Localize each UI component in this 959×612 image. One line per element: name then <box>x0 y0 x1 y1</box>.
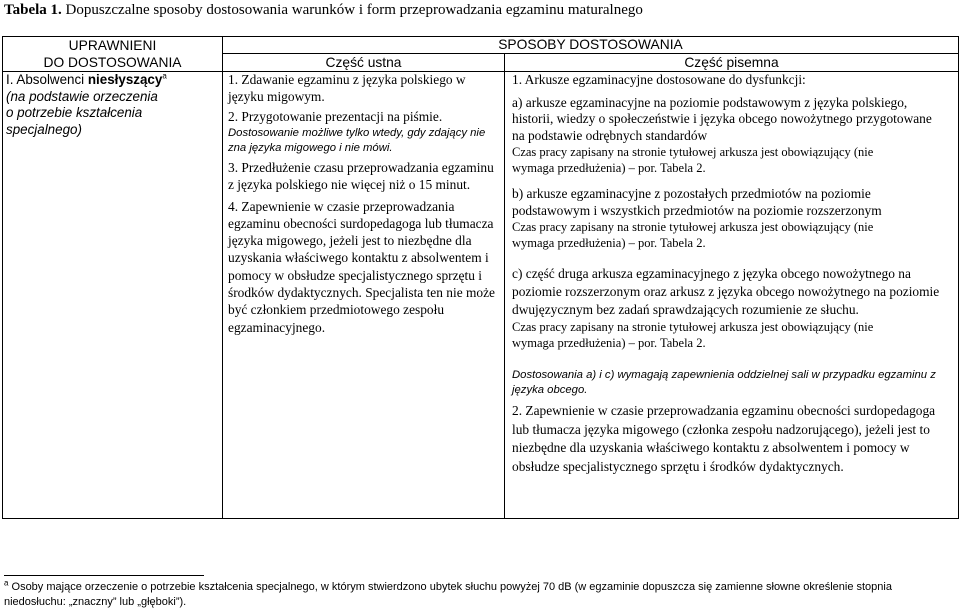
footnote-mark: a <box>4 578 9 588</box>
table-border-bottom <box>2 518 959 519</box>
header-entitled <box>3 37 222 71</box>
header-entitled-line1: UPRAWNIENI <box>68 38 157 53</box>
entitled-basis-line3: specjalnego) <box>6 121 82 137</box>
oral-cell <box>228 72 500 336</box>
written-item-1c: c) część druga arkusza egzaminacyjnego z języka obcego nowożytnego na poziomie rozszerzonym oraz arkusz z języka obcego nowożytnego na poziomie dwujęzycznym bez zadań sprawdzających rozumienie ze słuchu. <box>512 266 940 317</box>
oral-item-1: 1. Zdawanie egzaminu z języka polskiego w języku migowym. <box>228 72 466 104</box>
header-entitled-line2: DO DOSTOSOWANIA <box>43 55 182 70</box>
oral-item-4: 4. Zapewnienie w czasie przeprowadzania egzaminu obecności surdopedagoga lub tłumacza języka migowego, jeżeli jest to niezbędne dla uzyskania właściwego kontaktu z absolwentem i pomocy w obsłudze specjalistycznego sprzętu i środków dydaktycznych. Specjalista ten nie może być członkiem przedmiotowego zespołu egzaminacyjnego. <box>228 198 495 335</box>
written-cell <box>512 72 956 476</box>
oral-item-2-note: Dostosowanie możliwe tylko wtedy, gdy zdający nie zna języka migowego i nie mówi. <box>228 126 486 154</box>
footnote-ref: a <box>162 71 167 81</box>
column-divider-2 <box>504 53 505 519</box>
entitled-group-label: I. Absolwenci niesłyszący$^a$ <box>6 71 167 87</box>
footnote <box>4 580 954 610</box>
entitled-cell <box>6 72 220 138</box>
written-note: Dostosowania a) i c) wymagają zapewnienia oddzielnej sali w przypadku egzaminu z języka obcego. <box>512 369 936 396</box>
table-title <box>4 2 643 19</box>
written-item-1c-time: Czas pracy zapisany na stronie tytułowej arkusza jest obowiązujący (nie wymaga przedłużenia) – por. Tabela 2. <box>512 320 874 350</box>
oral-item-3: 3. Przedłużenie czasu przeprowadzania egzaminu z języka polskiego nie więcej niż o 15 minut. <box>228 159 494 192</box>
written-item-1a-time: Czas pracy zapisany na stronie tytułowej arkusza jest obowiązujący (nie wymaga przedłużenia) – por. Tabela 2. <box>512 145 874 175</box>
entitled-basis-line2: o potrzebie kształcenia <box>6 105 143 120</box>
table-border-left <box>2 36 3 519</box>
header-methods: SPOSOBY DOSTOSOWANIA <box>498 37 683 52</box>
entitled-basis-line1: (na podstawie orzeczenia <box>6 88 158 104</box>
written-item-1: 1. Arkusze egzaminacyjne dostosowane do dysfunkcji: <box>512 72 806 87</box>
footnote-text: Osoby mające orzeczenie o potrzebie kształcenia specjalnego, w którym stwierdzono ubytek słuchu powyżej 70 dB (w egzaminie dopuszcza się zamienne słowne określenie stopnia niedosłuchu: „znaczny” lub „głęboki”). <box>4 581 892 608</box>
entitled-group-bold: niesłyszący <box>87 72 163 87</box>
header-oral: Część ustna <box>325 55 402 70</box>
footnote-separator <box>4 575 204 576</box>
written-item-2: 2. Zapewnienie w czasie przeprowadzania egzaminu obecności surdopedagoga lub tłumacza języka migowego (członka zespołu nadzorującego), jeżeli jest to niezbędne dla uzyskania właściwego kontaktu z absolwentem i pomocy w obsłudze specjalistycznego sprzętu i środków dydaktycznych. <box>512 403 936 474</box>
written-item-1b: b) arkusze egzaminacyjne z pozostałych przedmiotów na poziomie podstawowym i wszystkich przedmiotów na poziomie rozszerzonym <box>512 186 882 218</box>
table-title-text: Dopuszczalne sposoby dostosowania warunków i form przeprowadzania egzaminu maturalnego <box>65 2 643 18</box>
column-divider-1 <box>222 36 223 519</box>
written-item-1a: a) arkusze egzaminacyjne na poziomie podstawowym z języka polskiego, historii, wiedzy o społeczeństwie i języka obcego nowożytnego przygotowane na podstawie odrębnych standardów <box>512 94 932 143</box>
written-item-1b-time: Czas pracy zapisany na stronie tytułowej arkusza jest obowiązujący (nie wymaga przedłużenia) – por. Tabela 2. <box>512 220 874 250</box>
header-written: Część pisemna <box>684 55 779 70</box>
oral-item-2: 2. Przygotowanie prezentacji na piśmie. <box>228 109 443 124</box>
table-title-prefix: Tabela 1. <box>4 2 62 18</box>
